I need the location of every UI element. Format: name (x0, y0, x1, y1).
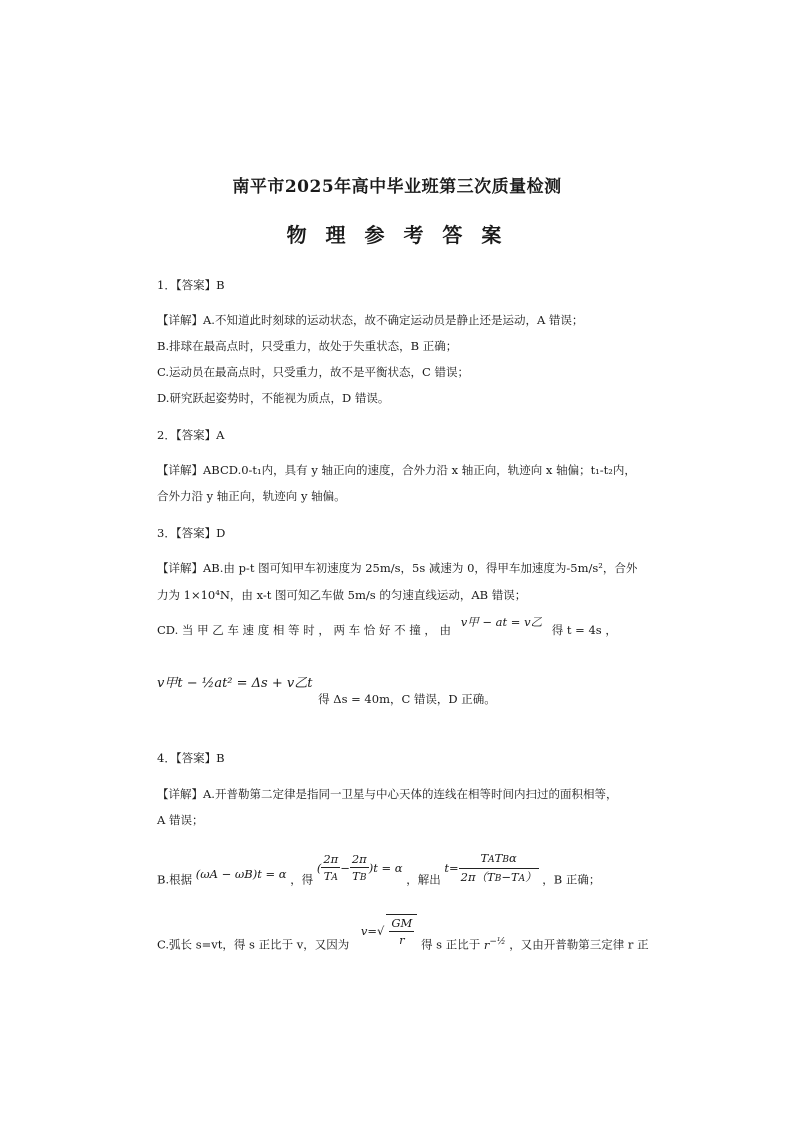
q4-formula-power: $r^{-\frac{1}{2}}$ (483, 936, 506, 952)
q1-detail-c: C.运动员在最高点时，只受重力，故不是平衡状态，C 错误； (157, 365, 469, 379)
q4-answer: 4．【答案】B (157, 751, 225, 765)
q3-detail-4-suffix: 得 Δs = 40m，C 错误，D 正确。 (318, 692, 496, 706)
q4-detail-a1: 【详解】A.开普勒第二定律是指同一卫星与中心天体的连线在相等时间内扫过的面积相等， (157, 787, 618, 801)
page-title: 南平市2025年高中毕业班第三次质量检测 (232, 177, 562, 197)
q3-answer: 3．【答案】D (157, 526, 226, 540)
q4-detail-b-suffix: ，B 正确； (542, 872, 601, 887)
q4-detail-c-prefix: C.弧长 s=vt，得 s 正比于 v，又因为 (157, 937, 350, 952)
q3-detail-4 (157, 676, 496, 706)
q3-formula-velocity: v甲 − at = v乙 (460, 615, 543, 629)
q3-detail-3-prefix: CD. 当 甲 乙 车 速 度 相 等 时 ， 两 车 恰 好 不 撞 ， 由 (157, 623, 452, 637)
q4-formula-angle: (ωA − ωB)t = α (195, 866, 287, 881)
q4-detail-c-suffix: ，又由开普勒第三定律 r 正 (509, 937, 649, 952)
q3-detail-3 (157, 615, 617, 638)
q4-detail-b-mid: ，得 (290, 872, 314, 887)
q4-detail-b (157, 851, 601, 899)
q3-formula-displacement: v甲t − ½at² = Δs + v乙t (157, 676, 313, 691)
q4-detail-c-mid: 得 s 正比于 (420, 937, 481, 952)
q4-detail-b-mid2: ，解出 (406, 872, 441, 887)
q4-formula-period: ( $\frac{2\pi}{TA}$ − $\frac{2\pi}{TB}$ )t = α (316, 852, 403, 883)
q2-answer: 2．【答案】A (157, 428, 225, 442)
q4-detail-a2: A 错误； (157, 813, 204, 827)
q3-detail-2: 力为 1×10⁴N，由 x-t 图可知乙车做 5m/s 的匀速直线运动，AB 错误； (157, 588, 527, 602)
q4-formula-time: t= $\frac{\text{TATBα}}{2\pi(TB-TA)}$ (444, 851, 537, 884)
q4-formula-orbital-speed: v=√ $\frac{GM}{r}$ (361, 924, 417, 938)
q1-detail-b: B.排球在最高点时，只受重力，故处于失重状态，B 正确； (157, 339, 458, 353)
q1-detail-a: 【详解】A.不知道此时刻球的运动状态，故不确定运动员是静止还是运动，A 错误； (157, 313, 584, 327)
q1-detail-d: D.研究跃起姿势时，不能视为质点，D 错误。 (157, 391, 390, 405)
q1-answer: 1．【答案】B (157, 278, 225, 292)
page-subtitle: 物 理 参 考 答 案 (286, 223, 508, 247)
q2-detail-1: 【详解】ABCD.0-t₁内，具有 y 轴正向的速度，合外力沿 x 轴正向，轨迹向 x 轴偏；t₁-t₂内， (157, 463, 636, 477)
q3-detail-3-suffix: 得 t = 4s ， (551, 623, 617, 637)
q4-detail-b-prefix: B.根据 (157, 872, 193, 887)
q4-detail-c (157, 916, 649, 962)
q3-detail-1: 【详解】AB.由 p-t 图可知甲车初速度为 25m/s，5s 减速为 0，得甲车加速度为-5m/s²，合外 (157, 561, 638, 575)
q2-detail-2: 合外力沿 y 轴正向，轨迹向 y 轴偏。 (157, 489, 346, 503)
